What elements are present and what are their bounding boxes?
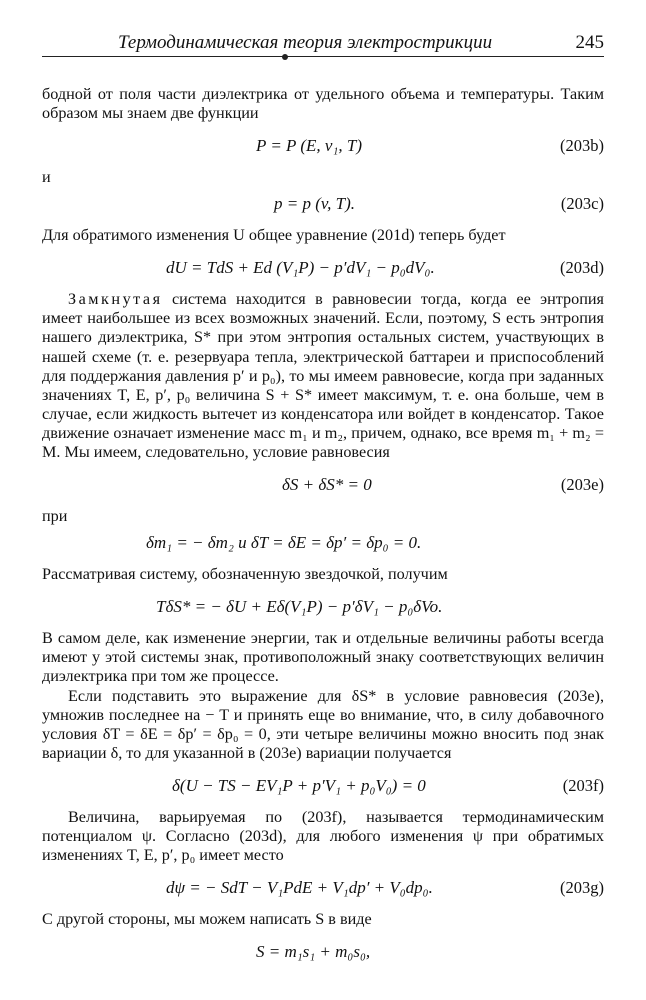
page-number: 245 [575,32,604,53]
paragraph-2: Для обратимого изменения U общее уравнение (201d) теперь будет [42,226,506,245]
equation-entropy-sum [42,939,604,964]
spaced-lead-word: Замкнутая [68,290,163,309]
equation-203c [42,191,604,216]
running-header [42,26,604,57]
conjunction-at: при [42,507,68,526]
equation-203d [42,255,604,280]
header-rule-mark [282,54,288,60]
equation-formula: dψ = − SdT − V₁PdE + V₁dp′ + V₀dp₀. [166,878,433,898]
equation-formula: δ(U − TS − EV₁P + p′V₁ + p₀V₀) = 0 [172,775,426,795]
equation-formula: dU = TdS + Ed (V₁P) − p′dV₁ − p₀dV₀. [166,258,435,278]
equation-number: (203e) [560,475,604,495]
paragraph-5: В самом деле, как изменение энергии, так и отдельные величины работы всегда имеют у этой системы знак, противоположный знаку соответствующих величин диэлектрика при том же процессе. [42,629,604,686]
paragraph-4: Рассматривая систему, обозначенную звездочкой, получим [42,565,448,584]
equation-formula: δS + δS* = 0 [282,475,372,495]
equation-203b [42,133,604,158]
paragraph-8: С другой стороны, мы можем написать S в виде [42,910,372,929]
paragraph-7: Величина, варьируемая по (203f), называется термодинамическим потенциалом ψ. Согласно (203d), для любого изменения ψ при обратимых изменениях T, E, p′, p₀ имеет место [42,807,604,865]
equation-conditions [42,530,604,555]
equation-number: (203d) [560,258,604,278]
equation-number: (203b) [560,136,604,156]
paragraph-1: бодной от поля части диэлектрика от удельного объема и температуры. Таким образом мы знаем две функции [42,85,604,123]
paragraph-6: Если подставить это выражение для δS* в условие равновесия (203e), умножив последнее на − T и принять еще во внимание, что, в силу добавочного условия δT = δE = δp′ = δp₀ = 0, эти четыре величины можно вносить под знак вариации δ, то для указанной в (203e) вариации получается [42,686,604,762]
equation-number: (203c) [560,194,604,214]
equation-203e [42,472,604,497]
equation-formula: p = p (v, T). [274,194,356,214]
equation-formula: S = m₁s₁ + m₀s₀, [256,942,371,962]
equation-203g [42,875,604,900]
equation-formula: TδS* = − δU + Eδ(V₁P) − p′δV₁ − p₀δVo. [156,597,443,617]
paragraph-3-text: система находится в равновесии тогда, когда ее энтропия имеет наибольшее из всех возможных значений. Если, поэтому, S есть энтропия нашего диэлектрика, S* при этом энтропия остальных систем, участвующих в нашей схеме (т. е. резервуара тепла, электрической баттареи и приспособлений для поддержания давления p′ и p₀), то мы имеем равновесие, когда при заданных значениях T, E, p′, p₀ величина S + S* имеет максимум, т. е. она больше, чем в случае, если жидкость вытечет из конденсатора или войдет в конденсатор. Такое движение означает изменение масс m₁ и m₂, причем, однако, все время m₁ + m₂ = M. Мы имеем, следовательно, условие равновесия [42,290,604,462]
running-title: Термодинамическая теория электрострикции [118,32,493,53]
equation-formula: δm₁ = − δm₂ и δT = δE = δp′ = δp₀ = 0. [146,533,422,553]
book-page [42,26,604,974]
conjunction-and: и [42,168,51,187]
paragraph-3 [42,290,604,462]
equation-t-delta-s [42,594,604,619]
equation-formula: P = P (E, v₁, T) [256,136,362,156]
equation-number: (203g) [560,878,604,898]
page-body [42,85,604,964]
equation-203f [42,773,604,798]
equation-number: (203f) [562,775,604,795]
